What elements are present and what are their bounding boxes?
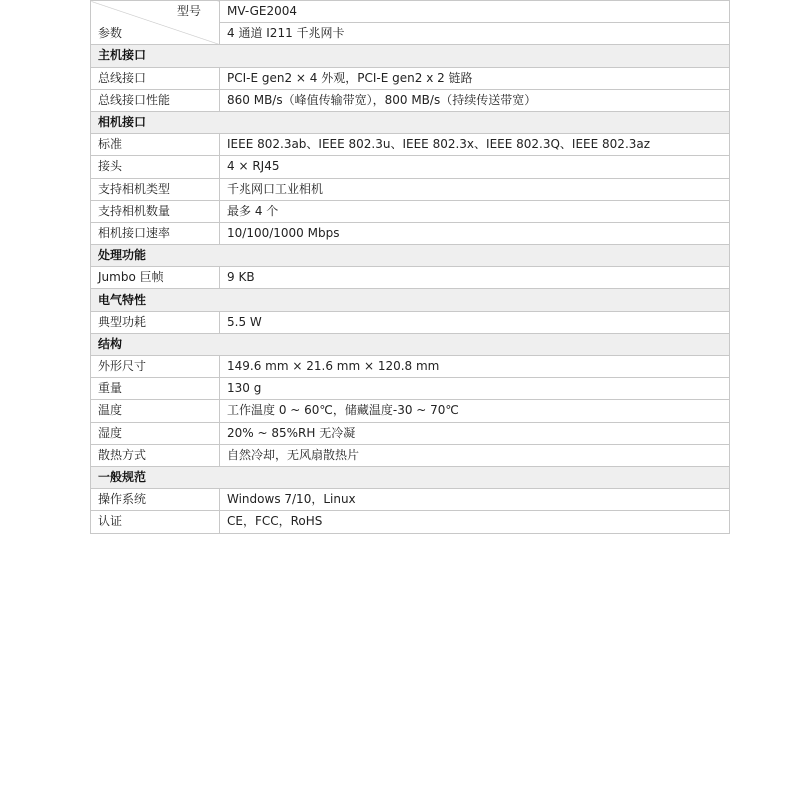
spec-value: 自然冷却，无风扇散热片 xyxy=(220,444,730,466)
spec-row xyxy=(91,67,730,89)
section-header-row xyxy=(91,289,730,311)
product-description: 4 通道 I211 千兆网卡 xyxy=(220,23,730,45)
spec-row xyxy=(91,200,730,222)
spec-label: 典型功耗 xyxy=(91,311,220,333)
spec-label: 重量 xyxy=(91,378,220,400)
spec-value: 130 g xyxy=(220,378,730,400)
spec-value: Windows 7/10，Linux xyxy=(220,489,730,511)
spec-table xyxy=(90,0,730,534)
spec-label: 温度 xyxy=(91,400,220,422)
spec-row xyxy=(91,356,730,378)
spec-value: 4 × RJ45 xyxy=(220,156,730,178)
spec-row xyxy=(91,156,730,178)
spec-label: 认证 xyxy=(91,511,220,533)
spec-row xyxy=(91,89,730,111)
spec-row xyxy=(91,311,730,333)
header-row-model xyxy=(91,1,730,23)
spec-value: 工作温度 0 ~ 60℃，储藏温度-30 ~ 70℃ xyxy=(220,400,730,422)
spec-row xyxy=(91,178,730,200)
spec-value: CE，FCC，RoHS xyxy=(220,511,730,533)
spec-value: 5.5 W xyxy=(220,311,730,333)
section-title: 一般规范 xyxy=(91,466,730,488)
section-header-row xyxy=(91,466,730,488)
spec-label: 湿度 xyxy=(91,422,220,444)
spec-table-body xyxy=(91,1,730,534)
spec-label: 支持相机数量 xyxy=(91,200,220,222)
spec-label: 操作系统 xyxy=(91,489,220,511)
param-header-label: 参数 xyxy=(98,26,123,41)
spec-label: 外形尺寸 xyxy=(91,356,220,378)
spec-value: IEEE 802.3ab、IEEE 802.3u、IEEE 802.3x、IEEE 802.3Q、IEEE 802.3az xyxy=(220,134,730,156)
spec-row xyxy=(91,489,730,511)
spec-row xyxy=(91,511,730,533)
spec-value: PCI-E gen2 × 4 外观，PCI-E gen2 x 2 链路 xyxy=(220,67,730,89)
spec-row xyxy=(91,444,730,466)
spec-label: 相机接口速率 xyxy=(91,222,220,244)
section-title: 电气特性 xyxy=(91,289,730,311)
spec-row xyxy=(91,222,730,244)
section-title: 相机接口 xyxy=(91,111,730,133)
spec-value: 860 MB/s（峰值传输带宽），800 MB/s（持续传送带宽） xyxy=(220,89,730,111)
section-title: 结构 xyxy=(91,333,730,355)
spec-label: 总线接口性能 xyxy=(91,89,220,111)
spec-value: 149.6 mm × 21.6 mm × 120.8 mm xyxy=(220,356,730,378)
spec-label: 支持相机类型 xyxy=(91,178,220,200)
spec-value: 9 KB xyxy=(220,267,730,289)
spec-row xyxy=(91,267,730,289)
spec-label: 标准 xyxy=(91,134,220,156)
section-header-row xyxy=(91,333,730,355)
spec-row xyxy=(91,378,730,400)
section-header-row xyxy=(91,45,730,67)
spec-label: 接头 xyxy=(91,156,220,178)
spec-label: Jumbo 巨帧 xyxy=(91,267,220,289)
spec-value: 10/100/1000 Mbps xyxy=(220,222,730,244)
spec-value: 千兆网口工业相机 xyxy=(220,178,730,200)
spec-row xyxy=(91,422,730,444)
spec-label: 总线接口 xyxy=(91,67,220,89)
diagonal-header-cell xyxy=(91,1,220,45)
spec-row xyxy=(91,400,730,422)
section-header-row xyxy=(91,245,730,267)
model-header-label: 型号 xyxy=(176,4,201,18)
spec-value: 最多 4 个 xyxy=(220,200,730,222)
section-title: 处理功能 xyxy=(91,245,730,267)
spec-row xyxy=(91,134,730,156)
model-value: MV-GE2004 xyxy=(220,1,730,23)
section-title: 主机接口 xyxy=(91,45,730,67)
spec-value: 20% ~ 85%RH 无冷凝 xyxy=(220,422,730,444)
spec-label: 散热方式 xyxy=(91,444,220,466)
section-header-row xyxy=(91,111,730,133)
